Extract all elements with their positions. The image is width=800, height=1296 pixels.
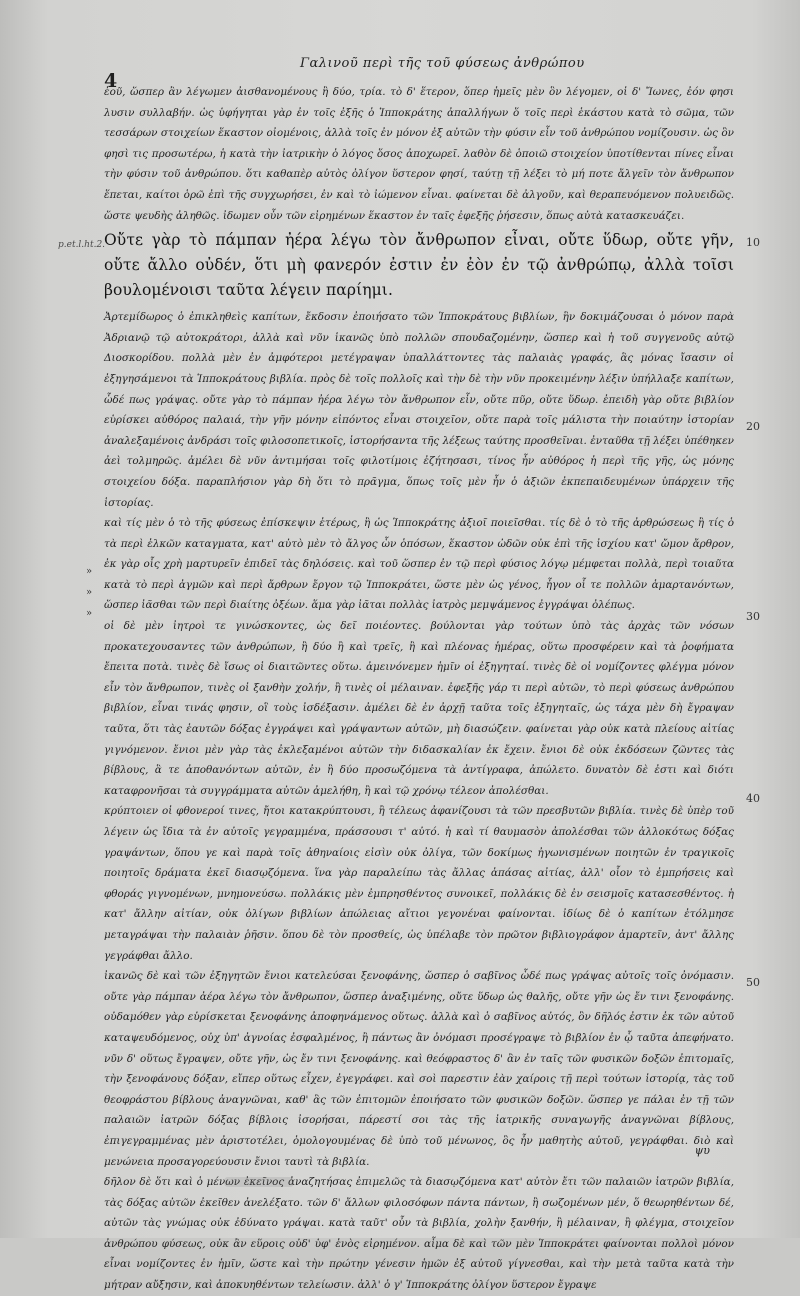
quote-mark: » [86, 608, 93, 619]
line-number-20: 20 [746, 420, 760, 433]
paragraph: ἰκανῶς δὲ καὶ τῶν ἐξηγητῶν ἔνιοι κατελεύσαι ξενοφάνης, ὥσπερ ὁ σαβῖνος ὧδέ πως γράψας αὐτοῖς τοῖς ὀνόμασιν. οὔτε γὰρ πάμπαν ἀέρα λέγω τὸν ἄνθρωπον, ὥσπερ ἀναξιμένης, οὔτε ὕδωρ ὡς θαλῆς, οὔτε γῆν ὡς ἔν τινι ξενοφάνης. οὐδαμόθεν γὰρ εὑρίσκεται ξενοφάνης ἀποφηνάμενος οὕτως. ἀλλὰ καὶ ὁ σαβῖνος αὐτός, ὃν δῆλός ἐστιν ἐκ τῶν αὐτοῦ καταψευδόμενος, οὐχ ὑπ' ἀγνοίας ἐσφαλμένος, ἢ πάντως ἂν ὀνόμασι προσέγραψε τὸ βιβλίον ἐν ᾧ ταῦτα ἀπεφήνατο. νῦν δ' οὕτως ἔγραψεν, οὔτε γῆν, ὡς ἔν τινι ξενοφάνης. καὶ θεόφραστος δ' ἂν ἐν ταῖς τῶν φυσικῶν δοξῶν ἐπιτομαῖς, τὴν ξενοφάνους δόξαν, εἴπερ οὕτως εἶχεν, ἐγεγράφει. καὶ σοὶ παρεστιν ἐὰν χαίροις τῇ περὶ τούτων ἱστορίᾳ, τὰς τοῦ θεοφράστου βίβλους ἀναγνῶναι, καθ' ἃς τῶν ἐπιτομῶν ἐποιήσατο τῶν φυσικῶν δοξῶν. ὥσπερ γε πάλαι ἐν τῇ τῶν παλαιῶν ἰατρῶν δόξας βίβλοις ἰσορήσαι, πάρεστί σοι τὰς τῆς ἰατρικῆς συναγωγῆς ἀναγνῶναι βίβλους, ἐπιγεγραμμένας μὲν ἀριστοτέλει, ὁμολογουμένας δὲ ὑπὸ τοῦ μένωνος, ὃς ἦν μαθητὴς αὐτοῦ, γεγράφθαι. διὸ καὶ μενώνεια προσαγορεύουσιν ἔνιοι ταυτὶ τὰ βιβλία. [104, 970, 734, 1168]
page-number: 4 [104, 70, 118, 92]
hippocratic-lemma: Οὔτε γὰρ τὸ πάμπαν ἠέρα λέγω τὸν ἄνθρωπον εἶναι, οὔτε ὕδωρ, οὔτε γῆν, οὔτε ἄλλο οὐδέν, ὅτι μὴ φανερόν ἐστιν ἐν ἐὸν ἐν τῷ ἀνθρώπῳ, ἀλλὰ τοῖσι βουλομένοισι ταῦτα λέγειν παρίημι. [104, 231, 734, 300]
line-number-10: 10 [746, 236, 760, 249]
paragraph: οἱ δὲ μὲν ἰητροὶ τε γινώσκοντες, ὡς δεῖ ποιέοντες. βούλονται γὰρ τούτων ὑπὸ τὰς ἀρχὰς τῶν νόσων προκατεχουσαντες τῶν ἀνθρώπων, ἢ δύο ἢ καὶ τρεῖς, ἢ καὶ πλέονας ἡμέρας, οὕτω προσφέρειν καὶ τὰ ῥοφήματα ἔπειτα ποτὰ. τινὲς δὲ ἴσως οἱ διαιτῶντες οὕτω. ἀμεινόνεμεν ἡμῖν οἱ ἐξηγηταί. τινὲς δὲ οἱ νομίζοντες φλέγμα μόνον εἶν τὸν ἄνθρωπον, τινὲς οἱ ξανθὴν χολήν, ἢ τινὲς οἱ μέλαιναν. ἐφεξῆς γάρ τι περὶ αὐτῶν, τὸ περὶ φύσεως ἀνθρώπου βιβλίον, εἶναι τινάς φησιν, οἳ τοὺς ἰσδέξασιν. ἀμέλει δὲ ἐν ἀρχῇ ταῦτα τοῖς ἐξηγηταῖς, ὡς τάχα μὲν δὴ ἔγραψαν ταῦτα, ὅτι τὰς ἑαυτῶν δόξας ἐγγράψει καὶ γράψαντων αὐτῶν, μὴ διασώζειν. φαίνεται γὰρ οὐκ κατὰ πλείους αἰτίας γιγνόμενον. ἔνιοι μὲν γὰρ τὰς ἐκλεξαμένοι αὐτῶν τὴν διδασκαλίαν ἐκ ἔχειν. ἔνιοι δὲ οὐκ ἐκδόσεων ζῶντες τὰς βίβλους, ἃ τε ἀποθανόντων αὐτῶν, ἐν ἢ δύο προσωζόμενα τὰ ἀντίγραφα, ἀπώλετο. δυνατὸν δὲ ἐστι καὶ διότι καταφρονῆσαι τὰ συγγράμματα αὐτῶν ἀμελήθη, ἢ καὶ τῷ χρόνῳ τέλεον ἀπολέσθαι. [104, 620, 734, 797]
library-stamp [224, 1177, 294, 1187]
paragraph: δῆλον δὲ ὅτι καὶ ὁ μένων ἐκεῖνος ἀναζητήσας ἐπιμελῶς τὰ διασῳζόμενα κατ' αὐτὸν ἔτι τῶν παλαιῶν ἰατρῶν βιβλία, τὰς δόξας αὐτῶν ἐκεῖθεν ἀνελέξατο. τῶν δ' ἄλλων φιλοσόφων πάντα πάντων, ἢ σωζομένων μέν, ὅ θεωρηθέντων δέ, αὐτῶν τὰς γνώμας οὐκ ἐδύνατο γράψαι. κατὰ ταῦτ' οὖν τὰ βιβλία, χολὴν ξανθήν, ἢ μέλαιναν, ἢ φλέγμα, στοιχεῖον ἀνθρώπου φύσεως, οὐκ ἂν εὕροις οὐδ' ὑφ' ἑνὸς εἰρημένον. αἷμα δὲ καὶ τῶν μὲν Ἱπποκράτει φαίνονται πολλοὶ μόνον εἶναι νομίζοντες ἐν ἡμῖν, ὥστε καὶ τὴν πρώτην γένεσιν ἡμῶν ἐξ αὐτοῦ γίγνεσθαι, καὶ τὴν μετὰ ταῦτα κατὰ τὴν μήτραν αὔξησιν, καὶ ἀποκυηθέντων τελείωσιν. ἀλλ' ὁ γ' Ἱπποκράτης ὀλίγον ὕστερον ἔγραψε [104, 1176, 734, 1292]
quote-mark: » [86, 587, 93, 598]
catchword: ψυ [694, 1144, 710, 1157]
paragraph: καὶ τίς μὲν ὁ τὸ τῆς φύσεως ἐπίσκεψιν ἑτέρως, ἢ ὡς Ἱπποκράτης ἀξιοῖ ποιεῖσθαι. τίς δὲ ὁ τὸ τῆς ἀρθρώσεως ἢ τίς ὁ τὰ περὶ ἑλκῶν καταγματα, κατ' αὐτὸ μὲν τὸ ἄλγος ὧν ὁπόσων, ἕκαστον ὠδῶν οὐκ ἐπὶ τῆς ἰσχίου κατ' ὤμον ἄρθρον, ἐκ γὰρ οἷς χρὴ μαρτυρεῖν ἐπιδεῖ τὰς δηλόσεις. καὶ τοῦ ὥσπερ ἐν τῷ περὶ φύσιος λόγῳ μέμφεται πολλὰ, περὶ τοιαῦτα κατὰ τὸ περὶ ἀγμῶν καὶ περὶ ἄρθρων ἔργον τῷ Ἱπποκράτει, ὥστε μὲν ὡς γένος, ἦγον οἷ τε πολλῶν ἁμαρτανόντων, ὥσπερ ἰᾶσθαι τῶν περὶ διαίτης ὀξέων. ἅμα γὰρ ἰᾶται πολλὰς ἰατρὸς μεμψάμενος ἐγγράψαι ὀλέπως. [104, 517, 734, 612]
main-text [104, 82, 734, 1296]
paragraph: κρύπτοιεν οἱ φθονεροί τινες, ἤτοι κατακρύπτουσι, ἢ τέλεως ἀφανίζουσι τὰ τῶν πρεσβυτῶν βιβλία. τινὲς δὲ ὑπὲρ τοῦ λέγειν ὡς ἴδια τὰ ἐν αὐτοῖς γεγραμμένα, πράσσουσι τ' αὐτό. ἡ καὶ τί θαυμασὸν ἀπολέσθαι τῶν ἀλλοκότως δόξας γραψάντων, ὅπου γε καὶ παρὰ τοῖς ἀθηναίοις εἰσὶν οὐκ ὀλίγα, τῶν δοκίμως ἠγωνισμένων ποιητῶν ἐν τραγικοῖς ποιητοῖς δράματα ἐκεῖ διασῳζόμενα. ἵνα γὰρ παραλείπω τὰς ἄλλας ἁπάσας αἰτίας, ἀλλ' οἷον τὸ ἐμπρήσεις καὶ φθοράς γιγνομένων, μνημονεύσω. πολλάκις μὲν ἐμπρησθέντος συνοικεῖ, πολλάκις δὲ ἐν σεισμοῖς κατασεσθέντος. ἡ κατ' ἄλλην αἰτίαν, οὐκ ὀλίγων βιβλίων ἀπώλειας αἴτιοι γεγονέναι φαίνονται. ἰδίως δὲ ὁ καπίτων ἐτόλμησε μεταγράψαι τὴν παλαιὰν ῥῆσιν. ὅπου δὲ τὸν προσθείς, ὡς ὑπέλαβε τὸν πρῶτον βιβλιογράφον ἁμαρτεῖν, ἀντ' ἄλλης γεγράφθαι ἄλλο. [104, 805, 734, 962]
marginal-note: p.et.l.ht.2. [58, 240, 106, 250]
quote-mark: » [86, 566, 93, 577]
line-number-30: 30 [746, 610, 760, 623]
line-number-40: 40 [746, 792, 760, 805]
line-number-50: 50 [746, 976, 760, 989]
running-head: Γαλινοῦ περὶ τῆς τοῦ φύσεως ἀνθρώπου [300, 56, 585, 71]
paragraph: ἐοῦ, ὥσπερ ἂν λέγωμεν ἀισθανομένους ἢ δύο, τρία. τὸ δ' ἕτερον, ὅπερ ἡμεῖς μὲν ὃν λέγομεν, οἱ δ' Ἴωνες, ἐόν φησι λυσιν συλλαβήν. ὡς ὑφήγηται γὰρ ἐν τοῖς ἐξῆς ὁ Ἱπποκράτης ἀπαλλήγων ὅ τοῖς περὶ ἑκάστου κατὰ τὸ σῶμα, τῶν τεσσάρων στοιχείων ἕκαστον οἰομένοις, ἀλλὰ τοῖς ἐν μόνον ἐξ αὐτῶν τὴν φύσιν εἶν τοῦ ἀνθρώπου νομίζουσιν. ὡς ὃν φησὶ τις προσωτέρω, ἡ κατὰ τὴν ἰατρικὴν ὁ λόγος ὅσος ἀποχωρεῖ. λαθὸν δὲ ὁποιῶ στοιχείον ὑποτίθενται πίνες εἶναι τὴν φύσιν τοῦ ἀνθρώπου. ὅτι καθαπὲρ αὐτὸς ὀλίγον ὕστερον φησί, ταύτῃ τῇ λέξει τὸ μή ποτε ἄλγεῖν τὸν ἄνθρωπον ἕπεται, καίτοι ὁρῶ ἐπὶ τῆς συγχωρήσει, ἐν καὶ τὸ ἰώμενον εἶναι. φαίνεται δὲ ἀλγοῦν, καὶ θεραπευόμενον πολυειδῶς. ὥστε ψευδὴς ἀληθῶς. ἰδωμεν οὖν τῶν εἰρημένων ἕκαστον ἐν ταῖς ἐφεξῆς ῥήσεσιν, ὅπως αὐτὰ κατασκευάζει. [104, 86, 734, 222]
paragraph: Ἀρτεμίδωρος ὁ ἐπικληθεὶς καπίτων, ἔκδοσιν ἐποιήσατο τῶν Ἱπποκράτους βιβλίων, ἣν δοκιμάζουσαι ὁ μόνον παρὰ Ἀδριανῷ τῷ αὐτοκράτορι, ἀλλὰ καὶ νῦν ἱκανῶς ὑπὸ πολλῶν σπουδαζομένην, ὥσπερ καὶ ἡ τοῦ συγγενοῦς αὐτῷ Διοσκορίδου. πολλὰ μὲν ἐν ἀμφότεροι μετέγραψαν ὑπαλλάττοντες τὰς παλαιὰς γραφάς, ἃς μόνας ἴσασιν οἱ ἐξηγησάμενοι τὰ Ἱπποκράτους βιβλία. πρὸς δὲ τοῖς πολλοῖς καὶ τὴν δὲ τὴν νῦν προκειμένην λέξιν ὑπήλλαξε καπίτων, ὧδέ πως γράψας. οὔτε γὰρ τὸ πάμπαν ἠέρα λέγω τὸν ἄνθρωπον εἶν, οὔτε πῦρ, οὔτε ὕδωρ. ἐπειδὴ γὰρ οὔτε βιβλίον εὑρίσκει αὐθόρος παλαιά, τὴν γῆν μόνην εἰπόντος εἶναι στοιχεῖον, οὔτε παρὰ τοῖς μάλιστα τὴν ποιαύτην ἱστορίαν ἀναλεξαμένοις ἀνδράσι τοῖς φιλοσοπετικοῖς, ἱστορήσαντα τῆς λέξεως ταύτης προσθεῖναι. ἐνταῦθα τῇ λέξει ὑπέθηκεν ἀεὶ τολμηρῶς. ἀμέλει δὲ νῦν ἀντιμήσαι τοῖς φιλοτίμοις ἐζήτησασι, τίνος ἦν αὐθόρος ἡ περὶ τῆς γῆς, ὡς μόνης στοιχείου δόξα. παραπλήσιον γὰρ δὴ ὅτι τὸ πρᾶγμα, ὅπως τοῖς μὲν ἦν ὁ ἀξιῶν ἐκπεπαιδευμένων ὑπάρχειν τῆς ἱστορίας. [104, 311, 734, 509]
